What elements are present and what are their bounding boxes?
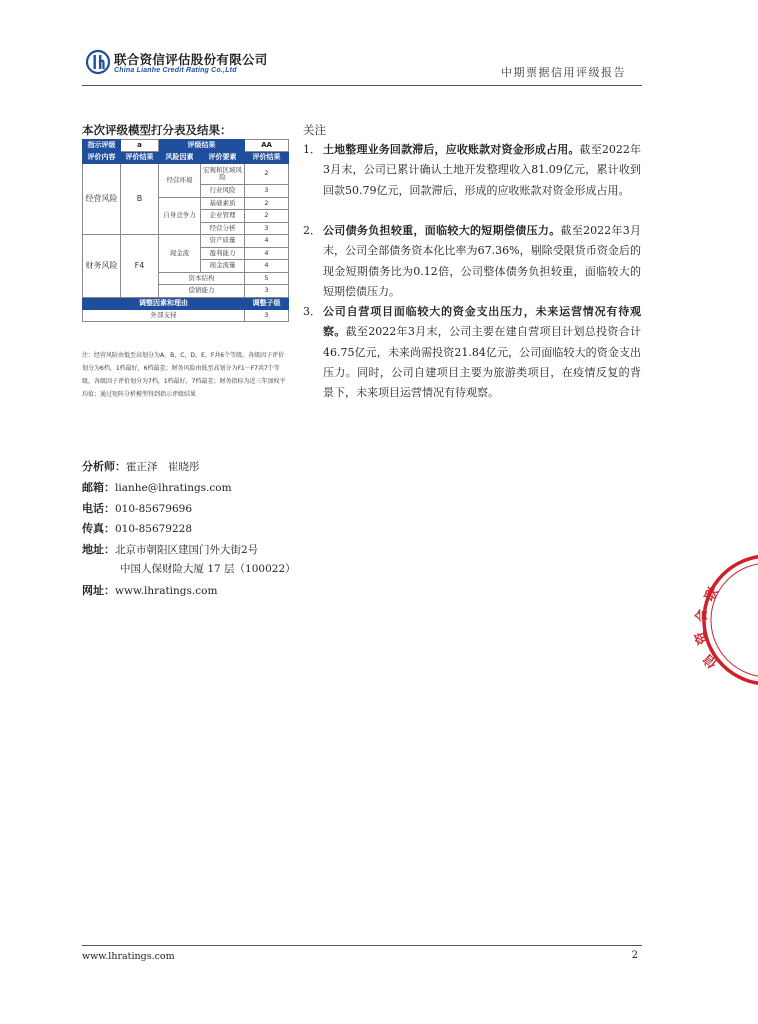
fax-label: 传真：: [82, 522, 115, 535]
indicative-rating-value: a: [121, 140, 159, 152]
svg-text:合: 合: [695, 608, 710, 622]
rating-result-value: AA: [245, 140, 289, 152]
external-support-score: 3: [245, 309, 289, 322]
svg-text:信: 信: [700, 650, 721, 671]
table-row: [83, 164, 289, 185]
focus-item: [303, 302, 641, 403]
factor-cell: 现金流: [159, 235, 201, 273]
address-label: 地址：: [82, 543, 115, 556]
page-number: 2: [631, 950, 638, 961]
header-divider: [82, 85, 642, 86]
factor-cell: 自身竞争力: [159, 197, 201, 235]
item-text: 截至2022年3月末，公司全部债务资本化比率为67.36%，剔除受限货币资金后的现金短期债务比为0.12倍，公司整体债务负担较重，面临较大的短期偿债压力。: [323, 224, 641, 298]
financial-risk-label: 财务风险: [83, 235, 121, 298]
phone-row: [82, 500, 192, 516]
fax-value: 010-85679228: [115, 523, 193, 535]
element-cell: 宏观和区域风险: [201, 164, 245, 185]
column-header: 评价结果: [245, 152, 289, 164]
fax-row: [82, 520, 192, 536]
analyst-label: 分析师：: [82, 460, 126, 473]
item-number: 2．: [303, 224, 321, 237]
factor-cell: 经营环境: [159, 164, 201, 198]
column-header: 评价内容: [83, 152, 121, 164]
indicative-rating-label: 指示评级: [83, 140, 121, 152]
score-cell: 2: [245, 210, 289, 223]
column-header: 风险因素: [159, 152, 201, 164]
company-name-cn: 联合资信评估股份有限公司: [114, 52, 268, 67]
adjustment-header-row: [83, 297, 289, 309]
score-cell: 2: [245, 197, 289, 210]
company-logo-icon: [86, 49, 110, 75]
table-note: 注：经营风险由低至高划分为A、B、C、D、E、F共6个等级，各级因子评价划分为6档，1档最好，6档最差；财务风险由低至高划分为F1－F7共7个等级，各级因子评价划分为7档，1档最好，7档最差；财务指标为近三年加权平均值；通过矩阵分析模型得到指示评级结果: [82, 352, 286, 398]
adjustment-sub-header: 调整子级: [245, 297, 289, 309]
factor-cell: 资本结构: [159, 272, 245, 285]
element-cell: 企业管理: [201, 210, 245, 223]
svg-text:联: 联: [702, 585, 722, 604]
element-cell: 行业风险: [201, 185, 245, 198]
footer-divider: [82, 945, 642, 946]
score-cell: 5: [245, 272, 289, 285]
element-cell: 经营分析: [201, 222, 245, 235]
svg-text:资: 资: [692, 628, 712, 647]
rating-result-label: 评级结果: [159, 140, 245, 152]
financial-risk-result: F4: [121, 235, 159, 298]
score-cell: 2: [245, 164, 289, 185]
factor-cell: 偿债能力: [159, 285, 245, 298]
phone-label: 电话：: [82, 502, 115, 515]
external-support-label: 外部支持: [83, 309, 245, 322]
item-text: 截至2022年3月末，公司已累计确认土地开发整理收入81.09亿元，累计收到回款50.79亿元，回款滞后，形成的应收账款对资金形成占用。: [323, 143, 642, 197]
score-cell: 3: [245, 185, 289, 198]
email-label: 邮箱：: [82, 481, 115, 494]
column-header: 评价要素: [201, 152, 245, 164]
item-number: 3．: [303, 305, 321, 318]
table-row: [83, 140, 289, 152]
score-cell: 4: [245, 235, 289, 248]
item-headline: 公司自营项目面临较大的资金支出压力，未来运营情况有待观察。: [323, 305, 641, 339]
table-header-row: [83, 152, 289, 164]
email-row: [82, 479, 232, 495]
rating-score-table: [82, 139, 289, 322]
address-line-1: 北京市朝阳区建国门外大街2号: [115, 544, 259, 556]
website-link[interactable]: www.lhratings.com: [115, 585, 218, 597]
adjustment-header: 调整因素和理由: [83, 297, 245, 309]
focus-title: 关注: [303, 123, 326, 137]
item-headline: 土地整理业务回款滞后，应收账款对资金形成占用。: [323, 143, 580, 156]
operating-risk-result: B: [121, 164, 159, 235]
score-table-title: 本次评级模型打分表及结果：: [82, 123, 232, 137]
element-cell: 盈利能力: [201, 247, 245, 260]
table-row: [83, 235, 289, 248]
analyst-row: [82, 458, 200, 474]
score-cell: 3: [245, 285, 289, 298]
phone-value: 010-85679696: [115, 503, 193, 515]
score-cell: 3: [245, 222, 289, 235]
address-row-2: [120, 561, 296, 576]
website-row: [82, 582, 217, 598]
table-row: [83, 309, 289, 322]
report-type: 中期票据信用评级报告: [501, 66, 626, 79]
element-cell: 基础素质: [201, 197, 245, 210]
item-headline: 公司债务负担较重，面临较大的短期偿债压力。: [323, 224, 561, 237]
address-row: [82, 541, 258, 557]
focus-item: [303, 221, 641, 302]
address-line-2: 中国人保财险大厦 17 层（100022）: [120, 563, 296, 575]
score-cell: 4: [245, 260, 289, 273]
company-seal-icon: [692, 550, 758, 690]
column-header: 评价结果: [121, 152, 159, 164]
operating-risk-label: 经营风险: [83, 164, 121, 235]
analyst-value: 霍正泽 崔晓彤: [126, 461, 200, 473]
email-link[interactable]: lianhe@lhratings.com: [115, 482, 232, 494]
element-cell: 资产质量: [201, 235, 245, 248]
website-label: 网址：: [82, 584, 115, 597]
score-cell: 4: [245, 247, 289, 260]
footer-website[interactable]: www.lhratings.com: [82, 951, 175, 962]
element-cell: 现金流量: [201, 260, 245, 273]
item-text: 截至2022年3月末，公司主要在建自营项目计划总投资合计46.75亿元，未来尚需投资21.84亿元，公司面临较大的资金支出压力。同时，公司自建项目主要为旅游类项目，在疫情反复的背景下，未来项目运营情况有待观察。: [323, 325, 642, 400]
item-number: 1．: [303, 143, 321, 156]
company-name-en: China Lianhe Credit Rating Co.,Ltd: [114, 67, 237, 74]
focus-item: [303, 140, 641, 201]
